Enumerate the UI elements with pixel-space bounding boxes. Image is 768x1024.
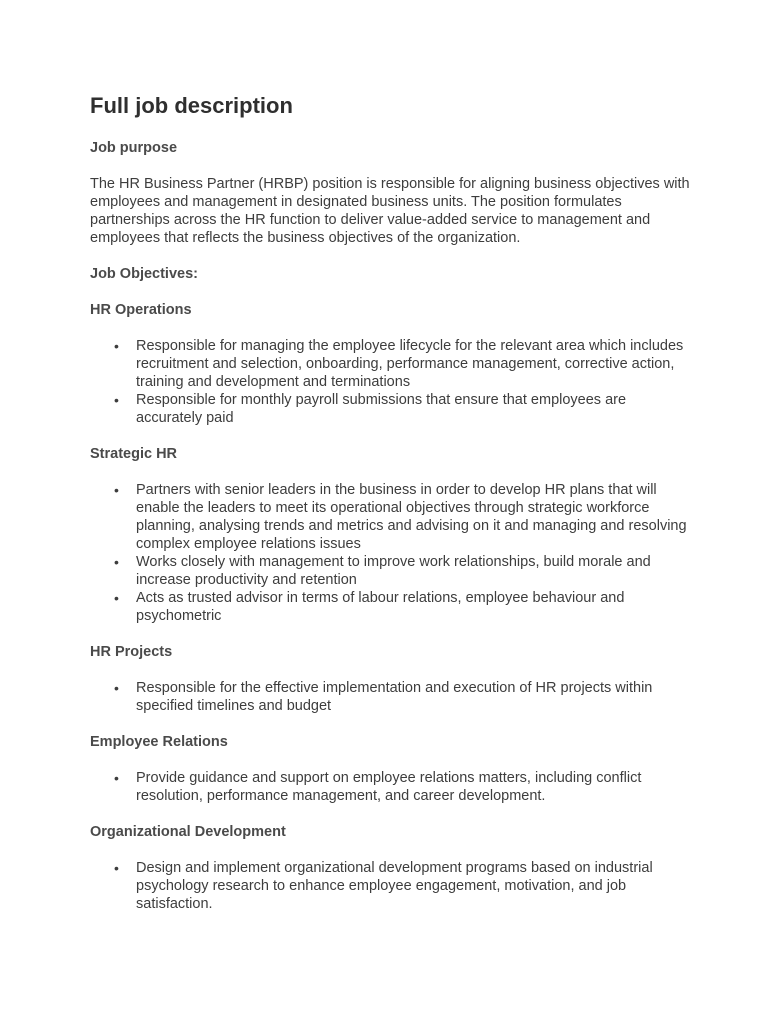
list-item — [114, 553, 690, 589]
section-heading: HR Projects — [90, 644, 173, 660]
section-hr-projects — [90, 643, 690, 715]
list-item-text: Design and implement organizational development programs based on industrial psychology research to enhance employee engagement, motivation, and job satisfaction. — [136, 860, 653, 912]
list-item — [114, 481, 690, 553]
bullet-icon: • — [114, 770, 119, 786]
list-item — [114, 337, 690, 391]
list-item-text: Acts as trusted advisor in terms of labour relations, employee behaviour and psychometric — [136, 590, 625, 624]
section-heading: Organizational Development — [90, 824, 286, 840]
bullet-icon: • — [114, 680, 119, 696]
bullet-list — [90, 679, 690, 715]
bullet-list — [90, 481, 690, 625]
list-item-text: Provide guidance and support on employee relations matters, including conflict resolution, performance management, and career development. — [136, 770, 642, 804]
list-item-text: Responsible for monthly payroll submissions that ensure that employees are accurately paid — [136, 392, 627, 426]
section-strategic-hr — [90, 445, 690, 625]
job-objectives-heading: Job Objectives: — [90, 266, 198, 282]
bullet-icon: • — [114, 482, 119, 498]
list-item-text: Partners with senior leaders in the business in order to develop HR plans that will enable the leaders to meet its operational objectives through strategic workforce planning, analysing trends and metrics and advising on it and managing and resolving complex employee relations issues — [136, 482, 687, 552]
bullet-icon: • — [114, 554, 119, 570]
list-item-text: Responsible for managing the employee lifecycle for the relevant area which includes recruitment and selection, onboarding, performance management, corrective action, training and development and terminations — [136, 338, 684, 390]
section-organizational-development — [90, 823, 690, 913]
section-hr-operations — [90, 301, 690, 427]
bullet-icon: • — [114, 338, 119, 354]
bullet-icon: • — [114, 392, 119, 408]
list-item-text: Responsible for the effective implementation and execution of HR projects within specified timelines and budget — [136, 680, 653, 714]
bullet-icon: • — [114, 860, 119, 876]
list-item-text: Works closely with management to improve work relationships, build morale and increase productivity and retention — [136, 554, 651, 588]
list-item — [114, 859, 690, 913]
list-item — [114, 391, 690, 427]
list-item — [114, 589, 690, 625]
section-heading: Employee Relations — [90, 734, 228, 750]
document-page — [90, 92, 690, 931]
bullet-list — [90, 769, 690, 805]
list-item — [114, 769, 690, 805]
list-item — [114, 679, 690, 715]
job-purpose-paragraph: The HR Business Partner (HRBP) position is responsible for aligning business objectives with employees and management in designated business units. The position formulates partnerships across the HR function to deliver value-added service to management and employees that reflects the business objectives of the organization. — [90, 176, 690, 246]
bullet-list — [90, 337, 690, 427]
job-purpose-heading: Job purpose — [90, 140, 178, 156]
section-employee-relations — [90, 733, 690, 805]
bullet-icon: • — [114, 590, 119, 606]
section-heading: HR Operations — [90, 302, 192, 318]
bullet-list — [90, 859, 690, 913]
section-heading: Strategic HR — [90, 446, 178, 462]
page-title: Full job description — [90, 93, 293, 118]
